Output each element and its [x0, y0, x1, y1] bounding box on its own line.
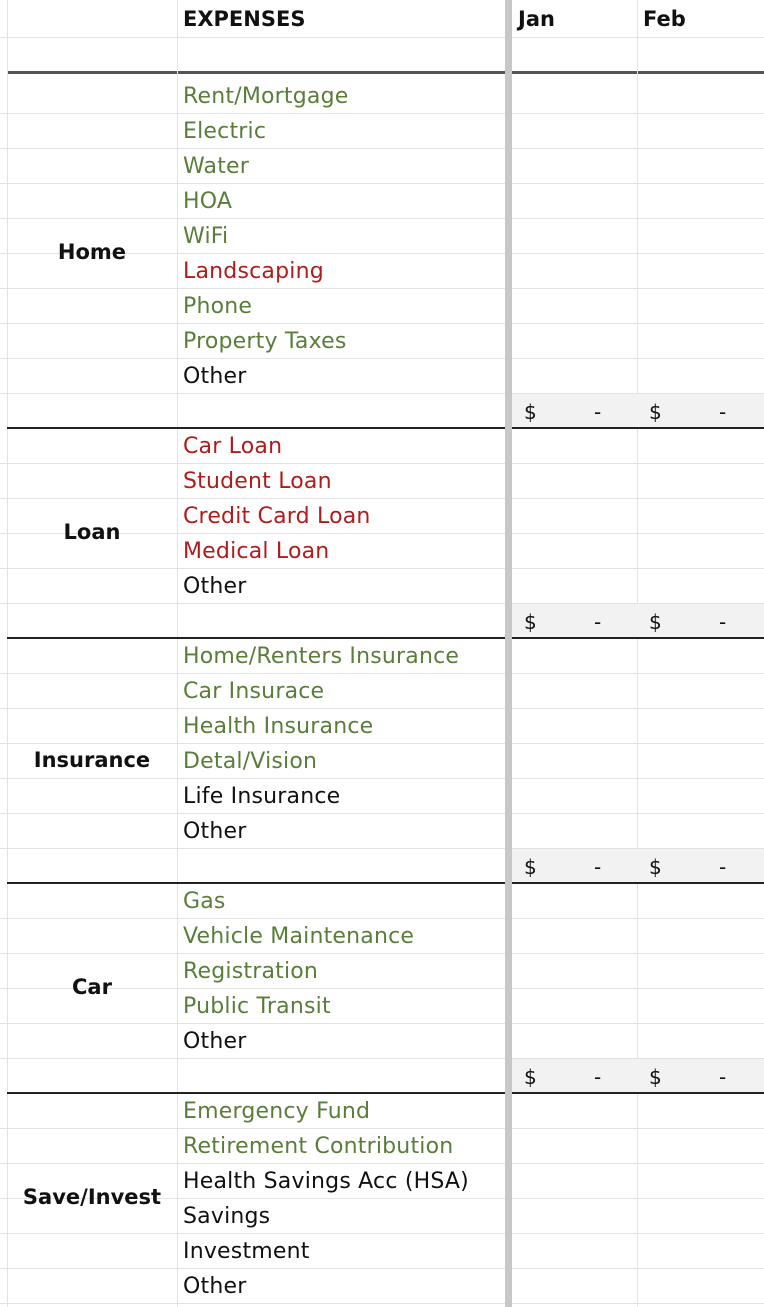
expense-item[interactable]: Other: [183, 819, 247, 844]
expense-item[interactable]: Property Taxes: [183, 329, 347, 354]
row-gridline: [0, 743, 764, 744]
row-gridline: [0, 288, 764, 289]
dollar-sign: $: [524, 855, 537, 879]
expense-item[interactable]: Other: [183, 364, 247, 389]
jan-header: Jan: [518, 7, 555, 31]
zero-dash: -: [719, 400, 727, 424]
expense-item[interactable]: HOA: [183, 189, 233, 214]
expense-item[interactable]: Car Loan: [183, 434, 283, 459]
expense-item[interactable]: Public Transit: [183, 994, 331, 1019]
expense-item[interactable]: Gas: [183, 889, 226, 914]
jan-subtotal[interactable]: [512, 1059, 637, 1093]
expense-item[interactable]: Phone: [183, 294, 253, 319]
category-bottom-border: [7, 427, 764, 429]
category-bottom-border: [7, 1092, 764, 1094]
header-bottom-border: [7, 71, 764, 74]
col-a-line: [7, 0, 8, 1307]
row-gridline: [0, 218, 764, 219]
row-gridline: [0, 498, 764, 499]
header-row-line: [0, 37, 764, 38]
category-label: Car: [72, 975, 112, 999]
jan-subtotal[interactable]: [512, 849, 637, 883]
expense-item[interactable]: Investment: [183, 1239, 310, 1264]
expense-item[interactable]: Other: [183, 1274, 247, 1299]
row-gridline: [0, 463, 764, 464]
zero-dash: -: [594, 400, 602, 424]
row-gridline: [0, 1303, 764, 1304]
row-gridline: [0, 813, 764, 814]
row-gridline: [0, 568, 764, 569]
row-gridline: [0, 358, 764, 359]
row-gridline: [0, 183, 764, 184]
category-label: Loan: [63, 520, 121, 544]
expense-item[interactable]: Detal/Vision: [183, 749, 318, 774]
zero-dash: -: [594, 855, 602, 879]
category-label: Insurance: [33, 747, 151, 772]
expense-item[interactable]: Rent/Mortgage: [183, 84, 349, 109]
expense-item[interactable]: Vehicle Maintenance: [183, 924, 415, 949]
dollar-sign: $: [524, 610, 537, 634]
category-label: Save/Invest: [22, 1185, 162, 1209]
zero-dash: -: [594, 1065, 602, 1089]
expense-item[interactable]: Other: [183, 574, 247, 599]
feb-subtotal[interactable]: [637, 849, 762, 883]
category-bottom-border: [7, 882, 764, 884]
row-gridline: [0, 323, 764, 324]
expense-item[interactable]: Health Savings Acc (HSA): [183, 1169, 469, 1194]
feb-subtotal[interactable]: [637, 394, 762, 428]
expense-item[interactable]: Car Insurace: [183, 679, 325, 704]
expense-item[interactable]: Credit Card Loan: [183, 504, 371, 529]
expense-item[interactable]: Electric: [183, 119, 267, 144]
dollar-sign: $: [524, 400, 537, 424]
jan-subtotal[interactable]: [512, 604, 637, 638]
expense-item[interactable]: Home/Renters Insurance: [183, 644, 460, 669]
expense-item[interactable]: Medical Loan: [183, 539, 330, 564]
dollar-sign: $: [649, 855, 662, 879]
row-gridline: [0, 778, 764, 779]
zero-dash: -: [719, 610, 727, 634]
dollar-sign: $: [649, 400, 662, 424]
col-b-line: [177, 0, 178, 1307]
expense-item[interactable]: Life Insurance: [183, 784, 341, 809]
expense-item[interactable]: Health Insurance: [183, 714, 374, 739]
expense-item[interactable]: Savings: [183, 1204, 271, 1229]
expense-item[interactable]: Emergency Fund: [183, 1099, 371, 1124]
row-gridline: [0, 708, 764, 709]
zero-dash: -: [719, 855, 727, 879]
expense-item[interactable]: WiFi: [183, 224, 229, 249]
feb-subtotal[interactable]: [637, 604, 762, 638]
jan-subtotal[interactable]: [512, 394, 637, 428]
expense-item[interactable]: Retirement Contribution: [183, 1134, 454, 1159]
row-gridline: [0, 1233, 764, 1234]
col-e-line: [637, 0, 638, 1307]
frozen-column-divider[interactable]: [505, 0, 512, 1307]
row-gridline: [0, 113, 764, 114]
feb-header: Feb: [643, 7, 686, 31]
dollar-sign: $: [649, 1065, 662, 1089]
row-gridline: [0, 1268, 764, 1269]
dollar-sign: $: [649, 610, 662, 634]
expense-item[interactable]: Other: [183, 1029, 247, 1054]
zero-dash: -: [719, 1065, 727, 1089]
zero-dash: -: [594, 610, 602, 634]
expense-item[interactable]: Landscaping: [183, 259, 324, 284]
feb-subtotal[interactable]: [637, 1059, 762, 1093]
category-label: Home: [57, 240, 127, 264]
expenses-header: EXPENSES: [183, 7, 306, 31]
expense-item[interactable]: Registration: [183, 959, 319, 984]
expense-item[interactable]: Water: [183, 154, 250, 179]
row-gridline: [0, 1023, 764, 1024]
expense-item[interactable]: Student Loan: [183, 469, 332, 494]
dollar-sign: $: [524, 1065, 537, 1089]
row-gridline: [0, 148, 764, 149]
